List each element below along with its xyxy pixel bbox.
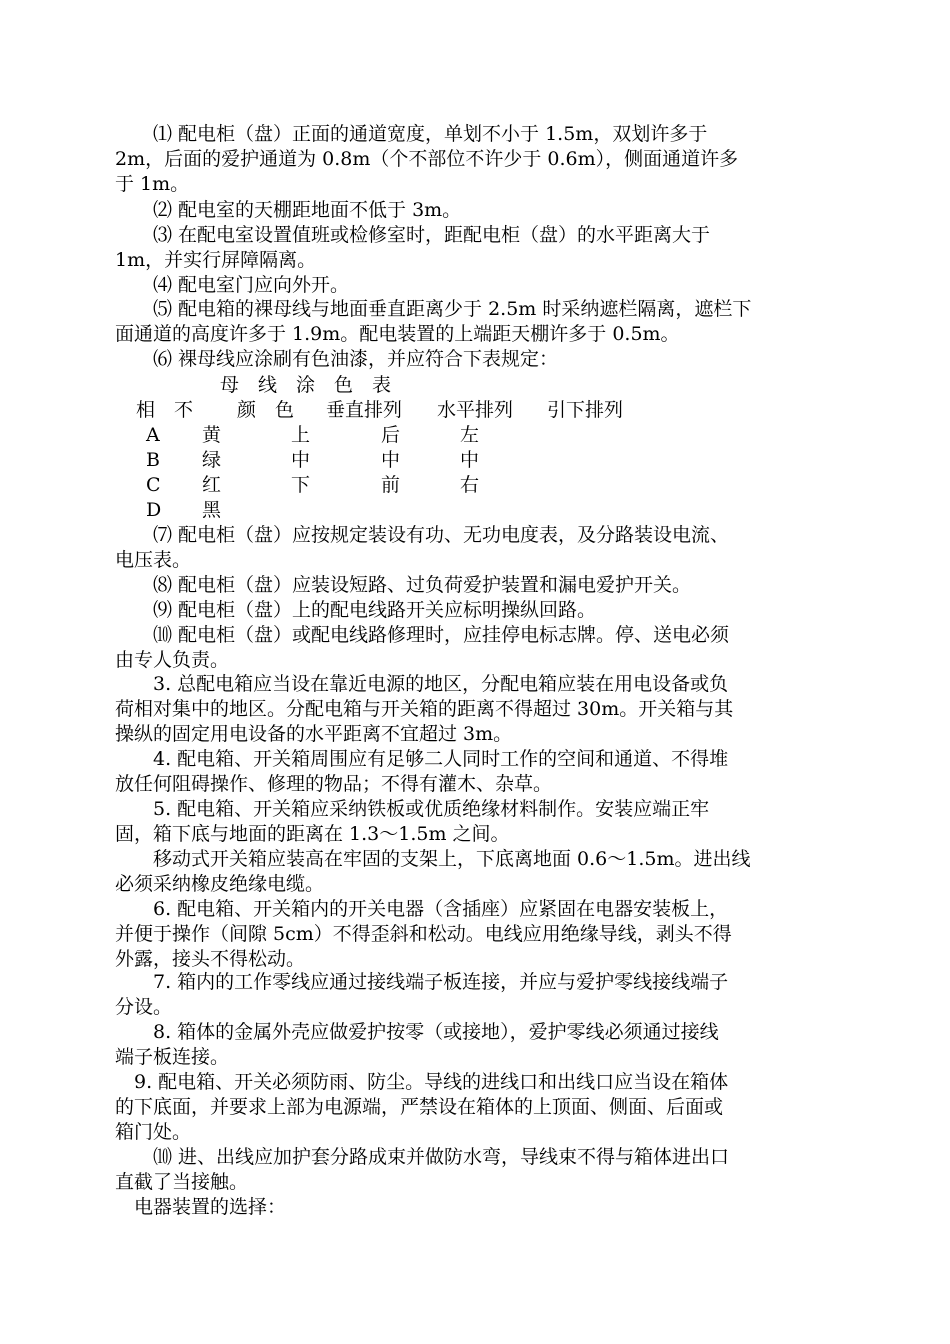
paragraph-line: ⑹ 裸母线应涂刷有色油漆，并应符合下表规定： (115, 348, 559, 370)
paragraph-line: ⑻ 配电柜（盘）应装设短路、过负荷爱护装置和漏电爱护开关。 (115, 574, 692, 596)
table-header: 颜 色 (237, 399, 295, 421)
table-cell: 中 (381, 449, 401, 471)
table-cell: 黄 (202, 424, 222, 446)
paragraph-line: 放任何阻碍操作、修理的物品；不得有灌木、杂草。 (115, 773, 553, 795)
paragraph-line: 面通道的高度许多于 1.9m。配电装置的上端距天棚许多于 0.5m。 (115, 323, 680, 345)
paragraph-line: ⑽ 配电柜（盘）或配电线路修理时，应挂停电标志牌。停、送电必须 (115, 624, 730, 646)
table-header: 水平排列 (437, 399, 514, 421)
paragraph-line: 电压表。 (115, 549, 192, 571)
table-cell: 中 (460, 449, 480, 471)
paragraph-line: ⑼ 配电柜（盘）上的配电线路开关应标明操纵回路。 (115, 599, 597, 621)
paragraph-line: 5. 配电箱、开关箱应采纳铁板或优质绝缘材料制作。安装应端正牢 (115, 798, 710, 820)
table-cell: 前 (381, 474, 401, 496)
table-cell: 下 (291, 474, 311, 496)
table-cell: 上 (291, 424, 311, 446)
table-cell: 红 (202, 474, 222, 496)
paragraph-line: 固，箱下底与地面的距离在 1.3～1.5m 之间。 (115, 823, 510, 845)
paragraph-line: 2m，后面的爱护通道为 0.8m（个不部位不许少于 0.6m），侧面通道许多 (115, 148, 739, 170)
table-cell: 黑 (202, 499, 222, 521)
paragraph-line: 并便于操作（间隙 5cm）不得歪斜和松动。电线应用绝缘导线，剥头不得 (115, 923, 732, 945)
table-cell: D (146, 499, 162, 521)
paragraph-line: 分设。 (115, 996, 173, 1018)
table-header: 相 不 (136, 399, 194, 421)
paragraph-line: 操纵的固定用电设备的水平距离不宜超过 3m。 (115, 723, 513, 745)
table-cell: 右 (460, 474, 480, 496)
paragraph-line: 直截了当接触。 (115, 1171, 249, 1193)
paragraph-line: 外露，接头不得松动。 (115, 948, 306, 970)
table-cell: 中 (291, 449, 311, 471)
paragraph-line: 3. 总配电箱应当设在靠近电源的地区，分配电箱应装在用电设备或负 (115, 673, 729, 695)
paragraph-line: 必须采纳橡皮绝缘电缆。 (115, 873, 325, 895)
table-cell: 后 (381, 424, 401, 446)
paragraph-line: 于 1m。 (115, 173, 190, 195)
paragraph-line: ⑽ 进、出线应加护套分路成束并做防水弯，导线束不得与箱体进出口 (115, 1146, 730, 1168)
paragraph-line: 4. 配电箱、开关箱周围应有足够二人同时工作的空间和通道、不得堆 (115, 748, 729, 770)
table-cell: B (146, 449, 160, 471)
paragraph-line: 6. 配电箱、开关箱内的开关电器（含插座）应紧固在电器安装板上， (115, 898, 729, 920)
paragraph-line: ⑴ 配电柜（盘）正面的通道宽度，单划不小于 1.5m，双划许多于 (115, 123, 708, 145)
paragraph-line: 8. 箱体的金属外壳应做爱护按零（或接地），爱护零线必须通过接线 (115, 1021, 719, 1043)
table-cell: 绿 (202, 449, 222, 471)
paragraph-line: ⑷ 配电室门应向外开。 (115, 274, 350, 296)
paragraph-line: 箱门处。 (115, 1121, 192, 1143)
paragraph-line: 9. 配电箱、开关必须防雨、防尘。导线的进线口和出线口应当设在箱体 (115, 1071, 729, 1093)
paragraph-line: 端子板连接。 (115, 1046, 230, 1068)
paragraph-line: 电器装置的选择： (115, 1196, 287, 1218)
paragraph-line: ⑺ 配电柜（盘）应按规定装设有功、无功电度表，及分路装设电流、 (115, 524, 730, 546)
table-cell: C (146, 474, 161, 496)
paragraph-line: ⑶ 在配电室设置值班或检修室时，距配电柜（盘）的水平距离大于 (115, 224, 711, 246)
paragraph-line: 的下底面，并要求上部为电源端，严禁设在箱体的上顶面、侧面、后面或 (115, 1096, 724, 1118)
table-title: 母 线 涂 色 表 (220, 374, 392, 396)
paragraph-line: 移动式开关箱应装高在牢固的支架上，下底离地面 0.6～1.5m。进出线 (115, 848, 751, 870)
table-header: 垂直排列 (326, 399, 403, 421)
table-cell: 左 (460, 424, 480, 446)
paragraph-line: 荷相对集中的地区。分配电箱与开关箱的距离不得超过 30m。开关箱与其 (115, 698, 734, 720)
paragraph-line: 1m，并实行屏障隔离。 (115, 249, 317, 271)
paragraph-line: 由专人负责。 (115, 649, 230, 671)
table-cell: A (146, 424, 160, 446)
table-header: 引下排列 (547, 399, 624, 421)
paragraph-line: ⑸ 配电箱的裸母线与地面垂直距离少于 2.5m 时采纳遮栏隔离，遮栏下 (115, 298, 752, 320)
paragraph-line: 7. 箱内的工作零线应通过接线端子板连接，并应与爱护零线接线端子 (115, 971, 729, 993)
paragraph-line: ⑵ 配电室的天棚距地面不低于 3m。 (115, 199, 462, 221)
